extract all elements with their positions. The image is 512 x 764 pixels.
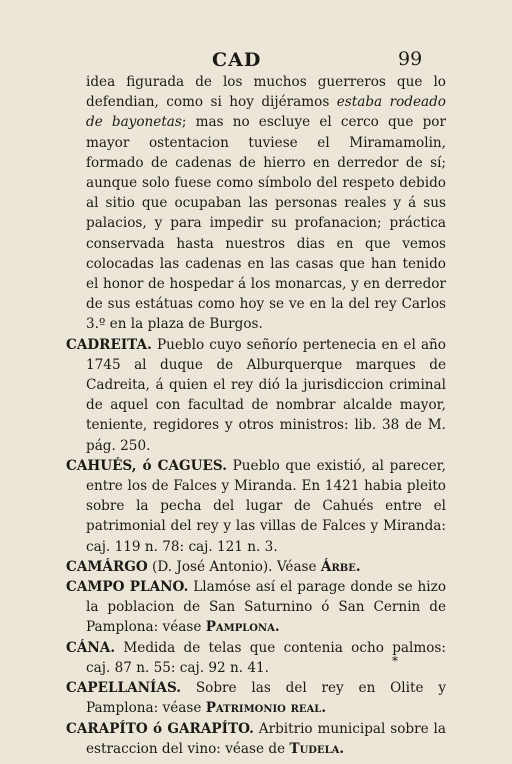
- continued-paragraph: [66, 72, 446, 335]
- signature-mark: *: [392, 654, 398, 668]
- paragraph-text: ; mas no escluye el cerco que por mayor ostentacion tuviese el Miramamolin, formado de cadenas de hierro en derredor de sí; aunque solo fuese como símbolo del respeto debido al sitio que ocupaban las personas reales y á sus palacios, y para impedir su profanacion; práctica conservada hasta nuestros dias en que vemos colocadas las cadenas en las casas que han tenido el honor de hospedar á los monarcas, y en derredor de sus estátuas como hoy se ve en la del rey Carlos 3.º en la plaza de Burgos.: [86, 114, 446, 333]
- entry-campo-plano: [66, 577, 446, 638]
- cross-reference: Pamplona.: [205, 619, 280, 636]
- entry-headword: CAHUÉS, ó CAGUES.: [66, 457, 227, 474]
- entry-text: Medida de telas que contenia ocho palmos: caj. 87 n. 55: caj. 92 n. 41.: [86, 639, 446, 676]
- entry-headword: CAPELLANÍAS.: [66, 680, 182, 697]
- entry-headword: CARAPÍTO ó GARAPÍTO.: [66, 720, 254, 737]
- entry-text: Pueblo cuyo señorío pertenecia en el año 1745 al duque de Alburquerque marques de Cadreita, á quien el rey dió la jurisdiccion criminal de aquel con facultad de nombrar alcalde mayor, teniente, regidores y otros ministros: lib. 38 de M. pág. 250.: [86, 336, 446, 454]
- entry-text: Sobre las del rey en Olite y Pamplona: véase: [86, 680, 446, 717]
- cross-reference: Patrimonio real.: [205, 700, 327, 717]
- entry-cadreita: [66, 335, 446, 456]
- page-number: 99: [398, 48, 423, 70]
- entry-text: (D. José Antonio). Véase: [147, 558, 321, 575]
- entry-cana: [66, 638, 446, 678]
- entry-cahues: [66, 456, 446, 557]
- entry-carapito: [66, 719, 446, 759]
- entry-text: Pueblo que existió, al parecer, entre los de Falces y Miranda. En 1421 habia pleito sobre la pecha del lugar de Cahués entre el patrimonial del rey y las villas de Falces y Miranda: caj. 119 n. 78: caj. 121 n. 3.: [86, 457, 446, 555]
- entry-camargo: [66, 557, 446, 577]
- entry-headword: CADREITA.: [66, 336, 152, 353]
- text-body: [66, 72, 446, 759]
- entry-headword: CAMÁRGO: [66, 558, 148, 575]
- entry-text: Arbitrio municipal sobre la estraccion del vino: véase de: [86, 720, 446, 757]
- entry-capellanias: [66, 678, 446, 718]
- running-title: CAD: [212, 49, 262, 71]
- paragraph-text: idea figurada de los muchos guerreros que lo defendian, como si hoy dijéramos: [86, 74, 446, 111]
- entry-text: Llamóse así el parage donde se hizo la poblacion de San Saturnino ó San Cernin de Pamplona: véase: [86, 579, 447, 636]
- italic-phrase: estaba rodeado de bayonetas: [86, 94, 446, 131]
- running-header: [0, 44, 512, 74]
- cross-reference: Tudela.: [289, 740, 345, 757]
- cross-reference: Árbe.: [320, 558, 361, 575]
- entry-headword: CAMPO PLANO.: [66, 579, 189, 596]
- entry-headword: CÁNA.: [66, 639, 116, 656]
